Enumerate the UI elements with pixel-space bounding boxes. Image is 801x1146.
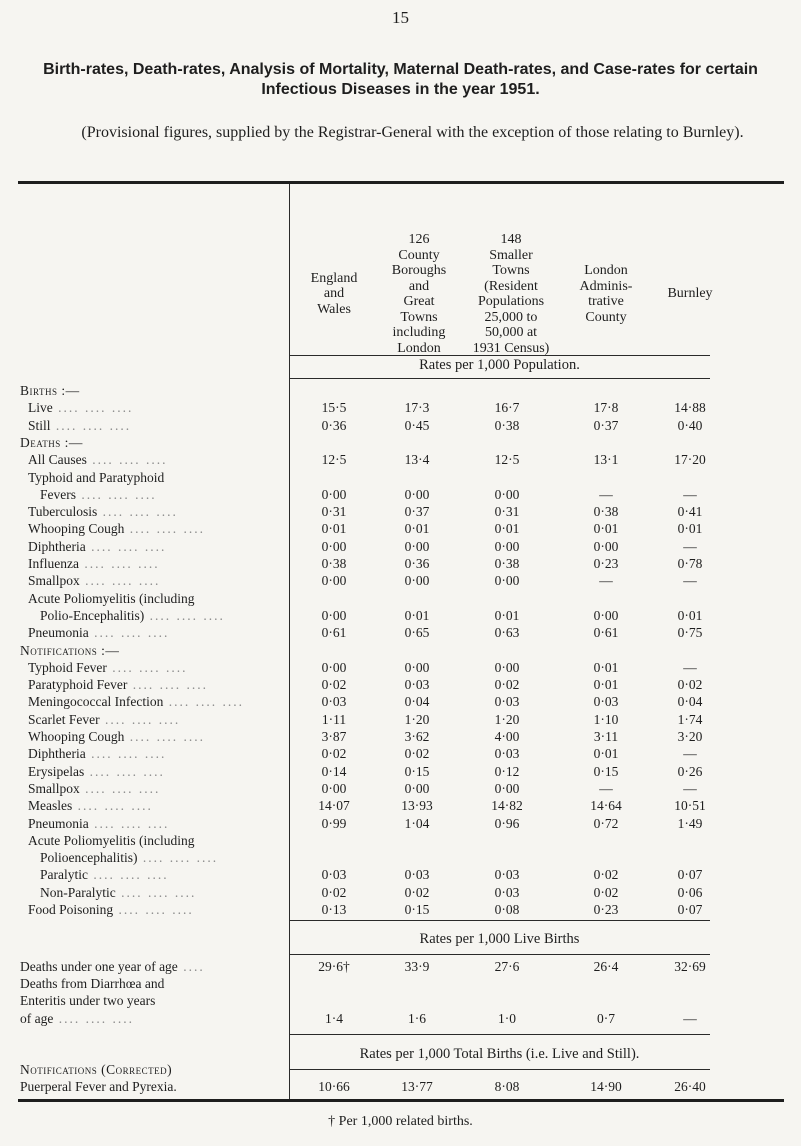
diarrhoea-deaths-label-line1: Deaths from Diarrhœa and: [20, 976, 165, 991]
footnote: † Per 1,000 related births.: [328, 1114, 473, 1129]
row-label: Smallpox .... .... ....: [28, 780, 161, 796]
table-cell: 0·03: [321, 867, 347, 883]
table-cell: 0·01: [404, 521, 430, 537]
table-cell: 0·03: [494, 884, 520, 900]
table-cell: 0·04: [404, 694, 430, 710]
row-label: Acute Poliomyelitis (including: [28, 832, 195, 848]
table-cell: 0·08: [494, 902, 520, 917]
table-cell: 32·69: [674, 959, 706, 974]
table-row: [0, 417, 801, 434]
row-label: Pneumonia .... .... ....: [28, 815, 170, 831]
row-label: Fevers .... .... ....: [40, 486, 157, 502]
table-cell: 0·00: [321, 659, 347, 675]
table-row: [0, 1010, 801, 1027]
table-cell: 0·78: [677, 556, 703, 571]
table-cell: 14·07: [318, 798, 350, 814]
table-cell: 3·20: [677, 729, 703, 744]
table-cell: 0·13: [321, 902, 347, 917]
table-cell: 14·90: [590, 1079, 622, 1094]
caption-rule-population: [289, 378, 710, 379]
table-row: [0, 555, 801, 572]
column-header-burnley: Burnley: [667, 286, 713, 302]
table-cell: 0·96: [494, 815, 520, 831]
table-cell: 0·06: [677, 884, 703, 900]
table-row: [0, 884, 801, 901]
section-rule-1: [289, 920, 710, 921]
table-cell: 0·14: [321, 763, 347, 779]
table-cell: —: [683, 746, 697, 762]
table-cell: 1·0: [498, 1011, 516, 1026]
table-cell: 0·31: [321, 504, 347, 520]
table-row: [0, 572, 801, 589]
table-row: [0, 797, 801, 814]
row-label: Notifications :—: [20, 642, 120, 658]
table-row: [0, 607, 801, 624]
table-cell: 0·00: [494, 486, 520, 502]
table-cell: 0·02: [321, 884, 347, 900]
table-cell: 13·77: [401, 1079, 433, 1094]
puerperal-fever-label: Puerperal Fever and Pyrexia.: [20, 1079, 177, 1094]
diarrhoea-deaths-label-line2: Enteritis under two years: [20, 993, 156, 1008]
table-cell: 0·00: [593, 607, 619, 623]
table-cell: 0·15: [404, 763, 430, 779]
table-cell: 0·36: [404, 556, 430, 571]
table-row: [0, 469, 801, 486]
table-cell: 0·37: [593, 417, 619, 433]
table-cell: 0·00: [321, 538, 347, 554]
table-cell: 10·66: [318, 1079, 350, 1094]
table-cell: 0·15: [593, 763, 619, 779]
header-rule: [289, 355, 710, 356]
table-cell: 1·11: [321, 711, 347, 727]
table-cell: 0·01: [677, 607, 703, 623]
maternal-notifications-label: Notifications (Corrected): [20, 1062, 173, 1077]
table-cell: 33·9: [404, 959, 430, 974]
column-header-county-boroughs: 126 County Boroughs and Great Towns including London: [391, 232, 447, 356]
table-cell: 0·99: [321, 815, 347, 831]
row-label: All Causes .... .... ....: [28, 452, 168, 468]
table-cell: 4·00: [494, 729, 520, 744]
row-label: Food Poisoning .... .... ....: [28, 902, 194, 917]
table-row: [0, 1078, 801, 1095]
row-label: Polio-Encephalitis) .... .... ....: [40, 607, 225, 623]
row-label: Pneumonia .... .... ....: [28, 625, 170, 641]
table-cell: 0·37: [404, 504, 430, 520]
column-header-england-wales: England and Wales: [310, 270, 358, 317]
table-row: [0, 486, 801, 503]
row-label: Meningococcal Infection .... .... ....: [28, 694, 244, 710]
column-header-london: London Adminis- trative County: [579, 263, 633, 325]
table-cell: 0·75: [677, 625, 703, 641]
row-label: Typhoid Fever .... .... ....: [28, 659, 188, 675]
page-number: 15: [392, 8, 409, 27]
table-cell: 0·02: [404, 746, 430, 762]
caption-rule-total-births: [289, 1069, 710, 1070]
row-label: Scarlet Fever .... .... ....: [28, 711, 181, 727]
table-cell: 0·02: [593, 884, 619, 900]
row-label: Acute Poliomyelitis (including: [28, 590, 195, 606]
row-label: Diphtheria .... .... ....: [28, 538, 167, 554]
table-cell: 14·82: [491, 798, 523, 814]
table-cell: 1·20: [404, 711, 430, 727]
table-cell: 3·11: [593, 729, 619, 744]
table-cell: 3·87: [321, 729, 347, 744]
table-cell: 0·23: [593, 556, 619, 571]
table-cell: 0·01: [321, 521, 347, 537]
table-cell: —: [683, 780, 697, 796]
table-cell: —: [683, 538, 697, 554]
row-label: Tuberculosis .... .... ....: [28, 504, 178, 520]
table-cell: 17·20: [674, 452, 706, 468]
table-cell: 0·40: [677, 417, 703, 433]
table-row: [0, 399, 801, 416]
row-label: Erysipelas .... .... ....: [28, 763, 165, 779]
table-cell: 0·15: [404, 902, 430, 917]
table-cell: 0·63: [494, 625, 520, 641]
table-row: [0, 382, 801, 399]
table-cell: 13·1: [593, 452, 619, 468]
table-cell: 0·00: [321, 780, 347, 796]
table-cell: 0·07: [677, 902, 703, 917]
table-cell: 0·07: [677, 867, 703, 883]
table-cell: 0·00: [404, 538, 430, 554]
table-row: [0, 849, 801, 866]
table-cell: 0·00: [404, 659, 430, 675]
table-row: [0, 815, 801, 832]
table-cell: 10·51: [674, 798, 706, 814]
table-cell: 0·01: [593, 521, 619, 537]
table-cell: 29·6†: [318, 959, 350, 974]
row-label: Measles .... .... ....: [28, 798, 153, 814]
table-cell: 26·40: [674, 1079, 706, 1094]
table-cell: —: [683, 1011, 697, 1026]
table-cell: 1·6: [408, 1011, 426, 1026]
row-label: Typhoid and Paratyphoid: [28, 469, 165, 485]
caption-rule-live-births: [289, 954, 710, 955]
row-label: Paralytic .... .... ....: [40, 867, 169, 883]
table-cell: 0·00: [404, 780, 430, 796]
table-cell: 0·41: [677, 504, 703, 520]
table-cell: 17·8: [593, 400, 619, 416]
table-cell: —: [599, 486, 613, 502]
table-cell: 0·23: [593, 902, 619, 917]
column-header-smaller-towns: 148 Smaller Towns (Resident Populations 25,000 to 50,000 at 1931 Census): [472, 232, 550, 356]
row-label: Births :—: [20, 383, 80, 398]
table-row: [0, 763, 801, 780]
page-title: Birth-rates, Death-rates, Analysis of Mortality, Maternal Death-rates, and Case-rates for certain Infectious Diseases in the year 1951.: [43, 61, 758, 98]
table-cell: 0·00: [494, 659, 520, 675]
table-cell: 0·12: [494, 763, 520, 779]
table-cell: 0·04: [677, 694, 703, 710]
table-row: [0, 780, 801, 797]
table-row: [0, 711, 801, 728]
table-row: [0, 624, 801, 641]
table-cell: —: [683, 573, 697, 589]
table-row: [0, 451, 801, 468]
table-cell: 1·49: [677, 815, 703, 831]
table-cell: 14·88: [674, 400, 706, 416]
row-label: Paratyphoid Fever .... .... ....: [28, 677, 208, 693]
table-cell: 1·74: [677, 711, 703, 727]
table-cell: 0·03: [494, 746, 520, 762]
table-cell: 0·00: [494, 780, 520, 796]
table-row: [0, 520, 801, 537]
table-row: [0, 434, 801, 451]
table-cell: 27·6: [494, 959, 520, 974]
row-label: Non-Paralytic .... .... ....: [40, 884, 197, 900]
table-cell: 3·62: [404, 729, 430, 744]
row-label: Deaths :—: [20, 434, 83, 450]
row-label: Whooping Cough .... .... ....: [28, 729, 205, 744]
table-cell: 1·4: [325, 1011, 343, 1026]
table-cell: 0·02: [494, 677, 520, 693]
table-row: [0, 728, 801, 745]
table-row: [0, 901, 801, 918]
top-rule: [18, 181, 784, 184]
table-cell: 0·38: [494, 417, 520, 433]
table-cell: 16·7: [494, 400, 520, 416]
table-cell: 14·64: [590, 798, 622, 814]
row-label: Whooping Cough .... .... ....: [28, 521, 205, 537]
infant-deaths-label: Deaths under one year of age ....: [20, 959, 205, 974]
table-cell: 0·38: [494, 556, 520, 571]
row-label: Smallpox .... .... ....: [28, 573, 161, 589]
table-cell: 0·03: [494, 694, 520, 710]
table-cell: 8·08: [494, 1079, 520, 1094]
section-rule-2: [289, 1034, 710, 1035]
table-cell: 0·36: [321, 417, 347, 433]
table-cell: 0·00: [321, 573, 347, 589]
table-row: [0, 659, 801, 676]
table-cell: 0·7: [597, 1011, 615, 1026]
table-cell: —: [599, 780, 613, 796]
table-row: [0, 642, 801, 659]
table-cell: 12·5: [494, 452, 520, 468]
table-cell: 0·00: [593, 538, 619, 554]
table-cell: 0·01: [593, 659, 619, 675]
rates-caption-live-births: Rates per 1,000 Live Births: [419, 931, 580, 947]
table-cell: 13·4: [404, 452, 430, 468]
table-cell: 0·26: [677, 763, 703, 779]
table-cell: 17·3: [404, 400, 430, 416]
page-subtitle: (Provisional figures, supplied by the Registrar-General with the exception of those relating to Burnley).: [81, 124, 744, 141]
table-cell: 0·00: [321, 486, 347, 502]
row-label: Live .... .... ....: [28, 400, 134, 416]
table-cell: 0·01: [677, 521, 703, 537]
table-cell: 0·00: [404, 486, 430, 502]
table-cell: 13·93: [401, 798, 433, 814]
table-cell: 0·02: [321, 746, 347, 762]
table-cell: 0·00: [321, 607, 347, 623]
table-row: [0, 745, 801, 762]
table-cell: 1·04: [404, 815, 430, 831]
table-cell: 1·10: [593, 711, 619, 727]
row-label: Still .... .... ....: [28, 417, 132, 433]
table-row: [0, 958, 801, 975]
table-row: [0, 866, 801, 883]
rates-caption-total-births: Rates per 1,000 Total Births (i.e. Live and Still).: [359, 1046, 640, 1062]
table-cell: 0·72: [593, 815, 619, 831]
table-row: [0, 590, 801, 607]
table-cell: 0·00: [494, 538, 520, 554]
diarrhoea-deaths-label-line3: of age .... .... ....: [20, 1011, 134, 1026]
table-cell: 1·20: [494, 711, 520, 727]
table-cell: 0·03: [404, 867, 430, 883]
table-cell: 0·03: [593, 694, 619, 710]
bottom-rule: [18, 1099, 784, 1102]
table-cell: 12·5: [321, 452, 347, 468]
table-cell: 0·01: [404, 607, 430, 623]
table-cell: 0·00: [404, 573, 430, 589]
rates-caption-population: Rates per 1,000 Population.: [419, 357, 580, 373]
table-cell: 0·03: [404, 677, 430, 693]
row-label: Polioencephalitis) .... .... ....: [40, 850, 219, 866]
table-cell: 0·61: [593, 625, 619, 641]
table-cell: 0·38: [321, 556, 347, 571]
table-cell: 0·45: [404, 417, 430, 433]
table-cell: —: [683, 486, 697, 502]
table-cell: 0·61: [321, 625, 347, 641]
table-cell: 26·4: [593, 959, 619, 974]
table-cell: —: [599, 573, 613, 589]
table-row: [0, 538, 801, 555]
table-row: [0, 503, 801, 520]
table-cell: 0·02: [404, 884, 430, 900]
row-label: Diphtheria .... .... ....: [28, 746, 167, 762]
table-cell: 15·5: [321, 400, 347, 416]
table-cell: 0·02: [593, 867, 619, 883]
table-row: [0, 832, 801, 849]
table-cell: 0·01: [593, 677, 619, 693]
table-cell: 0·01: [593, 746, 619, 762]
row-label: Influenza .... .... ....: [28, 556, 160, 571]
table-cell: 0·01: [494, 607, 520, 623]
table-cell: —: [683, 659, 697, 675]
table-cell: 0·03: [321, 694, 347, 710]
table-cell: 0·65: [404, 625, 430, 641]
table-cell: 0·03: [494, 867, 520, 883]
table-cell: 0·02: [677, 677, 703, 693]
table-row: [0, 693, 801, 710]
table-cell: 0·31: [494, 504, 520, 520]
table-cell: 0·00: [494, 573, 520, 589]
table-cell: 0·38: [593, 504, 619, 520]
table-cell: 0·02: [321, 677, 347, 693]
table-row: [0, 676, 801, 693]
table-cell: 0·01: [494, 521, 520, 537]
